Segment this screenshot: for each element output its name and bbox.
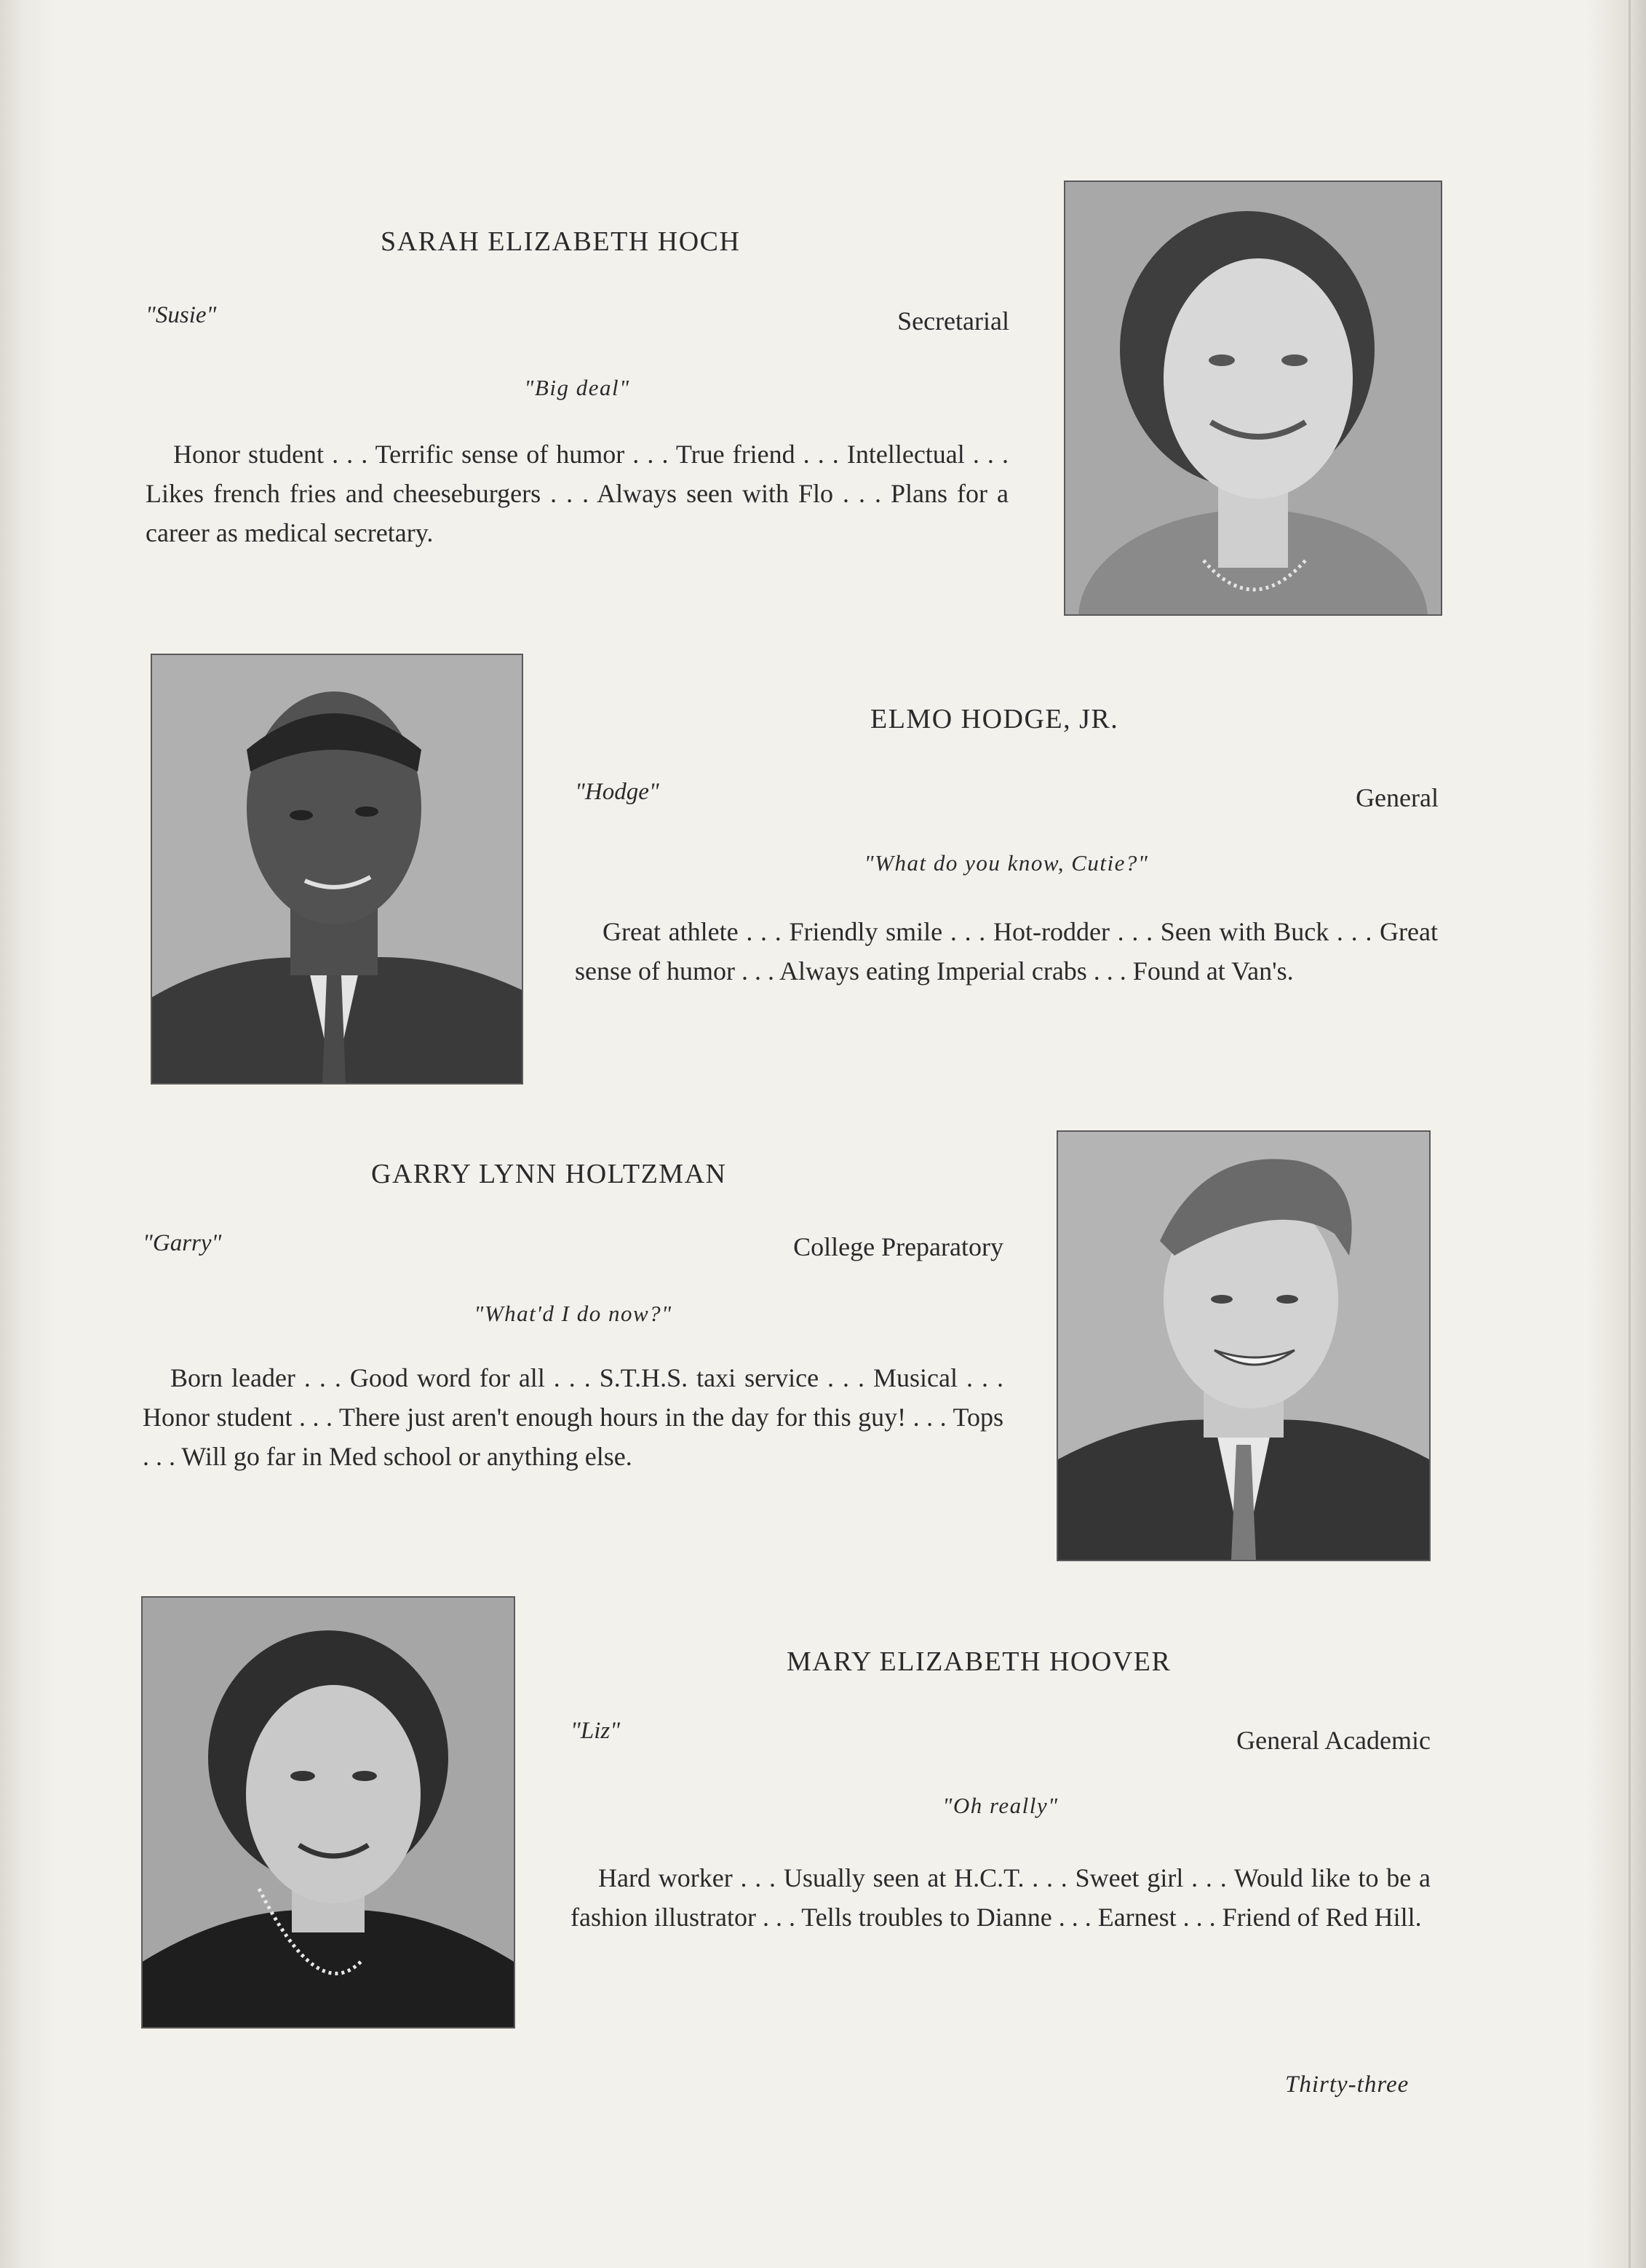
senior-quote: "Oh really" xyxy=(942,1793,1059,1818)
senior-nickname: "Hodge" xyxy=(575,779,659,805)
senior-course: General Academic xyxy=(1236,1726,1431,1755)
senior-name: GARRY LYNN HOLTZMAN xyxy=(371,1159,727,1189)
senior-nickname: "Susie" xyxy=(146,302,217,328)
senior-quote: "What do you know, Cutie?" xyxy=(864,850,1149,876)
senior-description: Hard worker . . . Usually seen at H.C.T. . . . Sweet girl . . . Would like to be a fashion illustrator . . . Tells troubles to Dianne . . . Earnest . . . Friend of Red Hill. xyxy=(570,1863,1431,1932)
senior-course: General xyxy=(1356,783,1439,812)
senior-course: College Preparatory xyxy=(793,1232,1003,1261)
senior-portrait-photo xyxy=(151,654,523,1085)
senior-quote: "What'd I do now?" xyxy=(474,1301,672,1326)
senior-course: Secretarial xyxy=(897,306,1009,336)
senior-nickname: "Liz" xyxy=(570,1718,621,1744)
senior-name: ELMO HODGE, JR. xyxy=(870,704,1119,734)
senior-portrait-photo xyxy=(1057,1130,1431,1561)
page-number: Thirty-three xyxy=(1285,2071,1410,2098)
senior-description: Born leader . . . Good word for all . . . S.T.H.S. taxi service . . . Musical . . . Honor student . . . There just aren't enough hours in the day for this guy! . . . Tops . . . Will go far in Med school or anything else. xyxy=(143,1363,1003,1471)
senior-portrait-photo xyxy=(141,1596,515,2029)
senior-portrait-photo xyxy=(1064,181,1442,616)
senior-nickname: "Garry" xyxy=(143,1230,222,1256)
senior-description: Great athlete . . . Friendly smile . . . Hot-rodder . . . Seen with Buck . . . Great sense of humor . . . Always eating Imperial crabs . . . Found at Van's. xyxy=(575,917,1438,986)
senior-description: Honor student . . . Terrific sense of humor . . . True friend . . . Intellectual . . . Likes french fries and cheeseburgers . . . Always seen with Flo . . . Plans for a career as medical secretary. xyxy=(146,440,1009,547)
senior-name: MARY ELIZABETH HOOVER xyxy=(787,1646,1172,1677)
page-gutter xyxy=(1629,0,1631,2268)
senior-name: SARAH ELIZABETH HOCH xyxy=(381,226,741,257)
senior-quote: "Big deal" xyxy=(524,375,630,400)
